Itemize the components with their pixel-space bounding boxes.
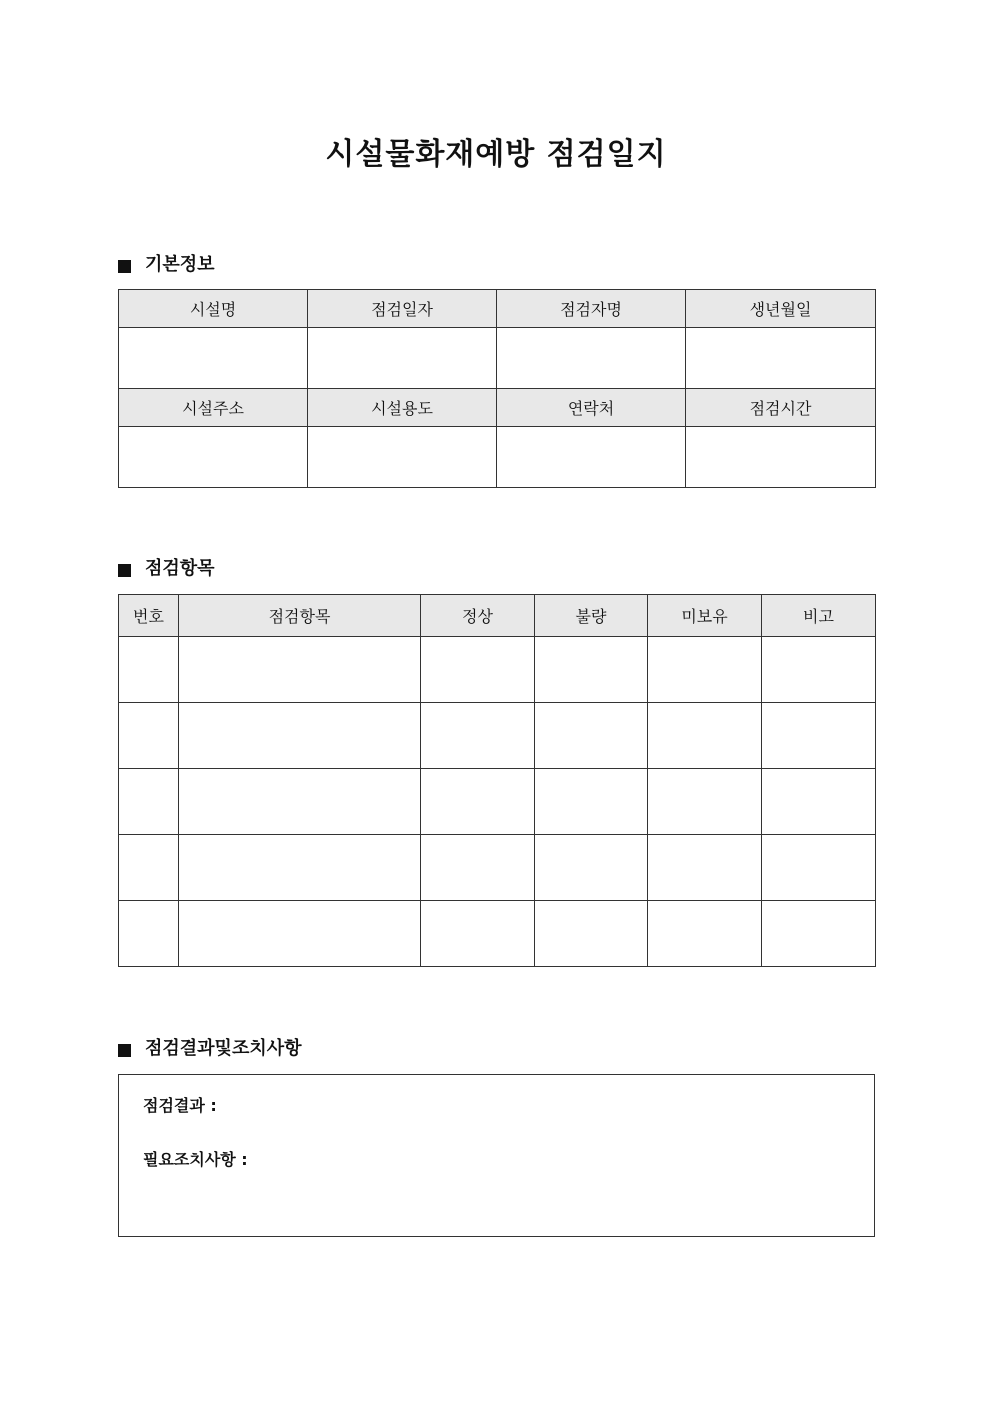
not-owned-cell[interactable] [648,637,762,703]
inspection-time-field[interactable] [686,427,876,488]
birth-date-field[interactable] [686,328,876,389]
document-title: 시설물화재예방 점검일지 [325,137,667,172]
basic-info-input-row [119,328,876,389]
number-cell[interactable] [119,901,179,967]
square-bullet-icon [118,260,131,273]
remarks-cell[interactable] [762,703,876,769]
check-items-header-row [119,595,876,637]
check-item-cell[interactable] [179,703,421,769]
header-birth-date: 생년월일 [686,290,876,328]
header-normal: 정상 [421,595,535,637]
facility-use-field[interactable] [308,427,497,488]
check-item-cell[interactable] [179,835,421,901]
header-remarks: 비고 [762,595,876,637]
remarks-cell[interactable] [762,835,876,901]
header-facility-use: 시설용도 [308,389,497,427]
table-row [119,703,876,769]
results-heading-label: 점검결과및조치사항 [145,1038,302,1059]
results-heading [118,1037,302,1061]
normal-cell[interactable] [421,901,535,967]
not-owned-cell[interactable] [648,901,762,967]
inspection-date-field[interactable] [308,328,497,389]
remarks-cell[interactable] [762,769,876,835]
number-cell[interactable] [119,703,179,769]
header-inspection-date: 점검일자 [308,290,497,328]
defective-cell[interactable] [535,769,648,835]
square-bullet-icon [118,564,131,577]
check-items-heading [118,557,215,581]
not-owned-cell[interactable] [648,769,762,835]
basic-info-input-row [119,427,876,488]
basic-info-heading [118,253,215,277]
basic-info-heading-label: 기본정보 [145,254,215,275]
header-inspector-name: 점검자명 [497,290,686,328]
header-inspection-time: 점검시간 [686,389,876,427]
results-box[interactable] [118,1074,875,1237]
result-label: 점검결과 : [143,1096,217,1115]
header-facility-address: 시설주소 [119,389,308,427]
defective-cell[interactable] [535,835,648,901]
basic-info-header-row [119,290,876,328]
normal-cell[interactable] [421,835,535,901]
normal-cell[interactable] [421,637,535,703]
header-contact: 연락처 [497,389,686,427]
normal-cell[interactable] [421,703,535,769]
check-items-table [118,594,876,967]
number-cell[interactable] [119,637,179,703]
table-row [119,901,876,967]
header-check-item: 점검항목 [179,595,421,637]
not-owned-cell[interactable] [648,703,762,769]
basic-info-header-row [119,389,876,427]
remarks-cell[interactable] [762,637,876,703]
defective-cell[interactable] [535,637,648,703]
number-cell[interactable] [119,769,179,835]
inspector-name-field[interactable] [497,328,686,389]
facility-address-field[interactable] [119,427,308,488]
normal-cell[interactable] [421,769,535,835]
remarks-cell[interactable] [762,901,876,967]
header-not-owned: 미보유 [648,595,762,637]
facility-name-field[interactable] [119,328,308,389]
table-row [119,769,876,835]
check-item-cell[interactable] [179,901,421,967]
defective-cell[interactable] [535,901,648,967]
check-item-cell[interactable] [179,637,421,703]
check-item-cell[interactable] [179,769,421,835]
header-number: 번호 [119,595,179,637]
square-bullet-icon [118,1044,131,1057]
defective-cell[interactable] [535,703,648,769]
check-items-heading-label: 점검항목 [145,558,215,579]
contact-field[interactable] [497,427,686,488]
table-row [119,637,876,703]
basic-info-table [118,289,876,488]
not-owned-cell[interactable] [648,835,762,901]
header-facility-name: 시설명 [119,290,308,328]
number-cell[interactable] [119,835,179,901]
action-label: 필요조치사항 : [143,1150,248,1169]
table-row [119,835,876,901]
header-defective: 불량 [535,595,648,637]
